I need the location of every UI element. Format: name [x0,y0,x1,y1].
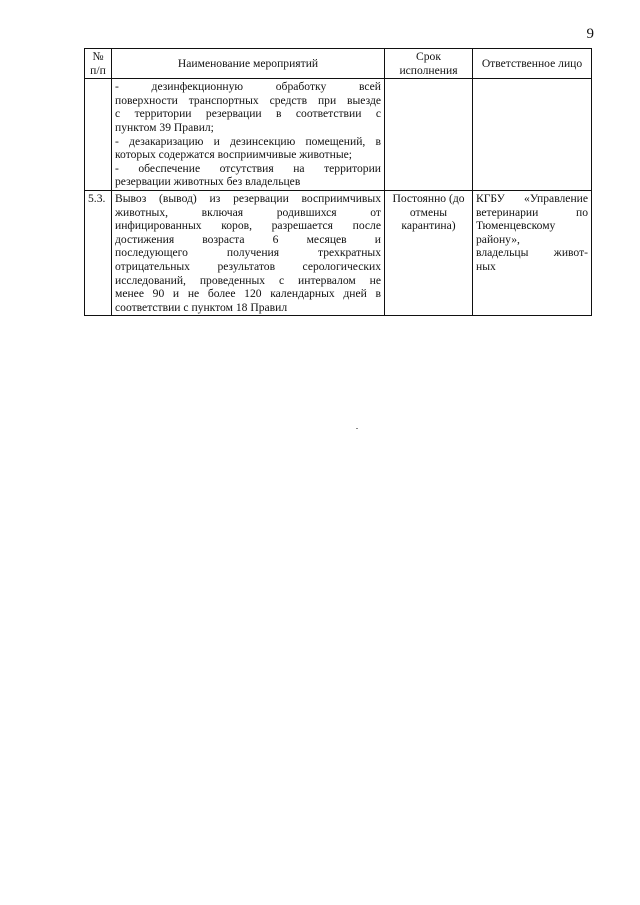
activity-line: резервации животных без владельцев [115,175,301,189]
activity-line: - дезакаризацию и дезинсекцию помещений, в [115,134,381,148]
table-row [85,79,592,191]
activity-line: Вывоз (вывод) из резервации восприимчивых [115,191,381,205]
responsible-line: ных [476,259,496,273]
responsible-line: Тюменцевскому [476,219,556,233]
activity-line: последующего получения трехкратных [115,246,381,260]
activity-line: отрицательных результатов серологических [115,259,381,273]
row-activity [112,79,385,191]
header-term: Срок исполнения [385,49,473,79]
activity-line: достижения возраста 6 месяцев и [115,232,381,246]
activities-table [84,48,592,316]
row-responsible [473,79,592,191]
activity-line: соответствии с пунктом 18 Правил [115,300,288,314]
activity-line: которых содержатся восприимчивые животные; [115,148,352,162]
activity-line: пунктом 39 Правил; [115,120,214,134]
header-num: № п/п [85,49,112,79]
table-header-row [85,49,592,79]
activity-line: исследований, проведенных с интервалом не [115,273,381,287]
activity-line: животных, включая родившихся от [115,205,381,219]
responsible-line: владельцы живот- [476,246,588,260]
activity-line: - обеспечение отсутствия на территории [115,161,381,175]
activity-line: менее 90 и не более 120 календарных дней в [115,287,381,301]
responsible-line: ветеринарии по [476,205,588,219]
row-num: 5.3. [85,190,112,315]
page-number: 9 [586,26,594,42]
row-activity [112,190,385,315]
table-row [85,190,592,315]
activity-line: поверхности транспортных средств при выезде [115,93,381,107]
row-num [85,79,112,191]
responsible-line: району», [476,232,520,246]
header-activity: Наименование мероприятий [112,49,385,79]
responsible-line: КГБУ «Управление [476,191,588,205]
scan-speck [356,428,358,429]
header-responsible: Ответственное лицо [473,49,592,79]
activity-line: инфицированных коров, разрешается после [115,219,381,233]
row-term: Постоянно (до отмены карантина) [385,190,473,315]
row-responsible [473,190,592,315]
row-term [385,79,473,191]
activity-line: с территории резервации в соответствии с [115,107,381,121]
activity-line: - дезинфекционную обработку всей [115,80,381,94]
